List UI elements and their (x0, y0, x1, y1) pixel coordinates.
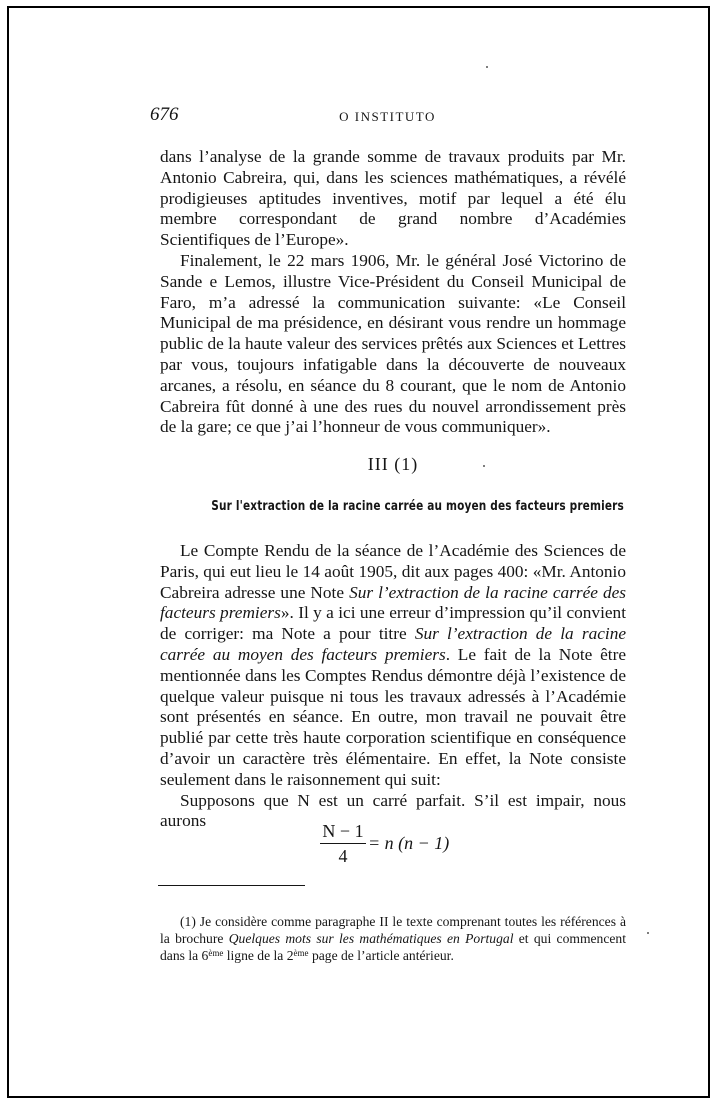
italic-title: Sur l’extraction de la racine carrée des facteurs premiers (160, 582, 627, 623)
body-text (160, 541, 626, 832)
footnote (160, 913, 626, 964)
text-run: page de l’article antérieur. (308, 948, 454, 963)
text-run: . Le fait de la Note être mentionnée dans les Comptes Rendus démontre déjà l’existence de quelque valeur puisque ni tous les travaux adressés à l’Académie sont présentés en séance. En outre, mon travail ne pouvait être publié par cette très haute corporation scientifique en conséquence d’avoir un caractère très élémentaire. En effet, la Note consiste seulement dans le raisonnement qui suit: (160, 644, 626, 789)
section-heading: III (1) (367, 454, 419, 474)
scan-speck (486, 66, 488, 68)
scan-speck (647, 932, 649, 934)
superscript: ème (208, 948, 224, 958)
text-run: (1) Je considère comme paragraphe II le texte comprenant toutes les références à la brochure (160, 914, 626, 946)
text-run: ». Il y a ici une erreur d’impression qu’il convient de corriger: ma Note a pour titre (160, 603, 626, 644)
superscript: ème (293, 948, 309, 958)
intro-text (160, 147, 626, 438)
formula-fraction (320, 820, 366, 867)
formula-numerator: N − 1 (322, 821, 364, 841)
formula (320, 820, 470, 870)
body-paragraph (160, 541, 626, 791)
page-header (150, 104, 625, 128)
fraction-bar (320, 843, 366, 844)
running-head: O INSTITUTO (339, 109, 436, 124)
body-paragraph: Supposons que N est un carré parfait. S’il est impair, nous aurons (160, 790, 626, 831)
section-title: Sur l'extraction de la racine carrée au moyen des facteurs premiers (211, 498, 624, 514)
text-run: et qui commencent dans la 6 (160, 931, 626, 963)
text-run: Le Compte Rendu de la séance de l’Académie des Sciences de Paris, qui eut lieu le 14 août 1905, dit aux pages 400: «Mr. Antonio Cabreira adresse une Note (160, 541, 626, 602)
text-run: ligne de la 2 (223, 948, 294, 963)
formula-right-side: = n (n − 1) (368, 833, 450, 853)
footnote-rule (158, 885, 305, 886)
italic-title: Quelques mots sur les mathématiques en Portugal (228, 931, 514, 946)
italic-title: Sur l’extraction de la racine carrée au moyen des facteurs premiers (160, 624, 627, 664)
intro-paragraph: Finalement, le 22 mars 1906, Mr. le général José Victorino de Sande e Lemos, illustre Vice-Président du Conseil Municipal de Faro, m’a adressé la communication suivante: «Le Conseil Municipal de ma présidence, en désirant vous rendre un hommage public de la haute valeur des services prêtés aux Sciences et Lettres par vous, toujours infatigable dans la découverte de nouveaux arcanes, a résolu, en séance du 8 courant, que le nom de Antonio Cabreira fût donné à une des rues du nouvel arrondissement près de la gare; ce que j’ai l’honneur de vous communiquer». (160, 250, 626, 437)
intro-paragraph: dans l’analyse de la grande somme de travaux produits par Mr. Antonio Cabreira, qui, dans les sciences mathématiques, a révélé prodigieuses aptitudes inventives, motif par lequel a été élu membre correspondant de grand nombre d’Académies Scientifiques de l’Europe». (160, 147, 626, 250)
footnote-paragraph (160, 913, 626, 964)
formula-denominator: 4 (338, 846, 348, 866)
page-number: 676 (150, 104, 179, 125)
